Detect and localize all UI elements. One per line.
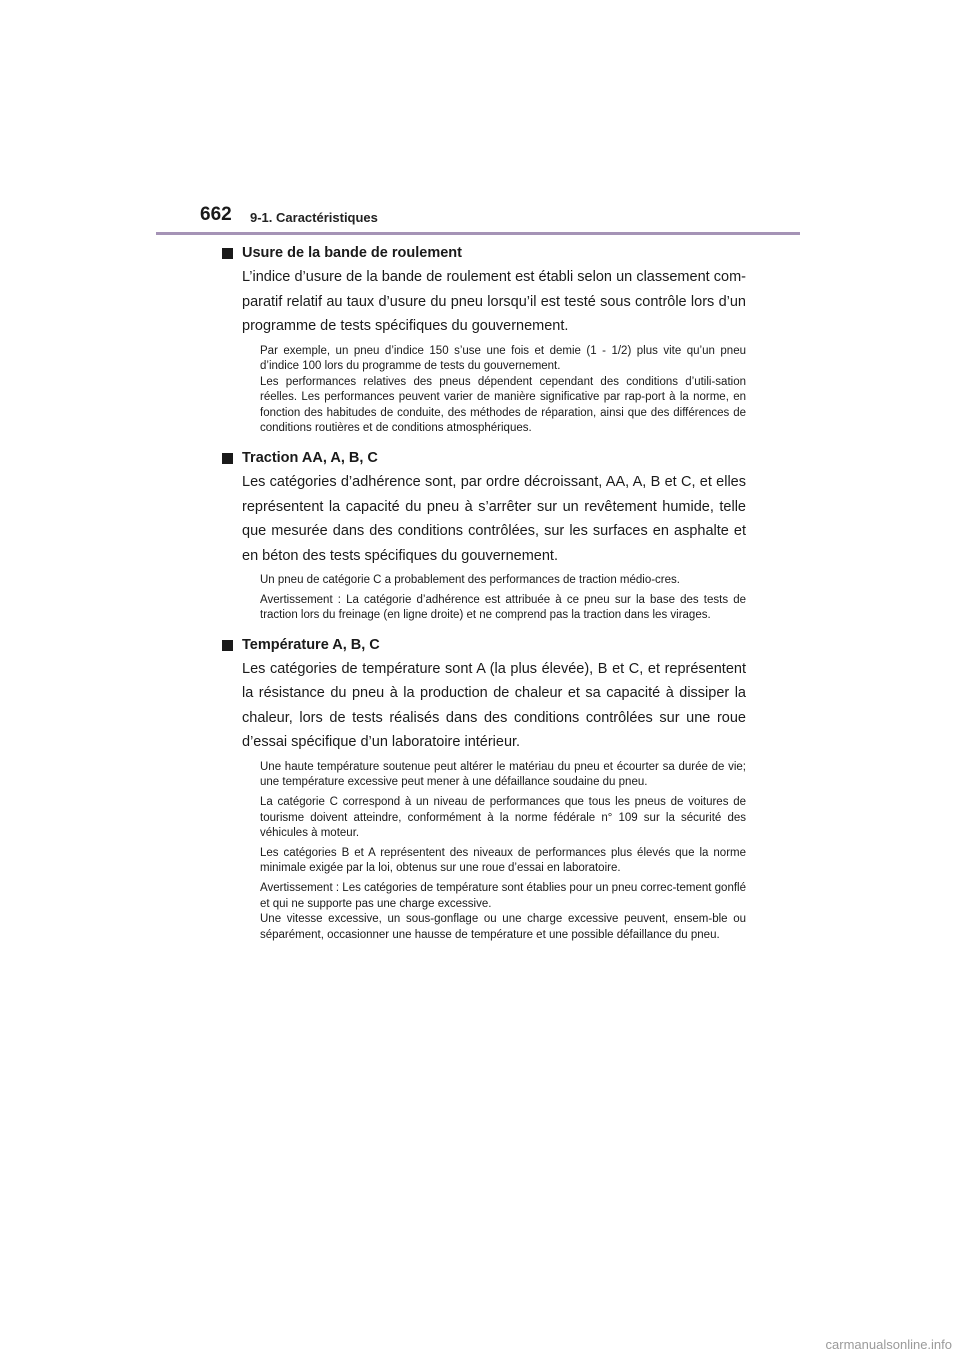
note-paragraph: Les catégories B et A représentent des niveaux de performances plus élevés que la norme minimale exigée par la loi, obtenus sur une roue d’essai en laboratoire. bbox=[260, 846, 746, 875]
section-notes bbox=[260, 573, 746, 624]
section-body: Les catégories de température sont A (la plus élevée), B et C, et représentent la résistance du pneu à la production de chaleur et sa capacité à dissiper la chaleur, lors de tests réalisés dans des conditions contrôlées sur une roue d’essai spécifique d’un laboratoire intérieur. bbox=[242, 660, 746, 751]
header-divider bbox=[156, 232, 800, 235]
section-heading-traction: Traction AA, A, B, C bbox=[222, 449, 746, 467]
page-content bbox=[222, 244, 746, 947]
note-paragraph: Les performances relatives des pneus dépendent cependant des conditions d’utili-sation réelles. Les performances peuvent varier de manière significative par rap-port à la norme, en fonction des habitudes de conduite, des méthodes de réparation, ainsi que des différences de conditions routières et de conditions atmosphériques. bbox=[260, 375, 746, 435]
note-paragraph: Avertissement : La catégorie d’adhérence est attribuée à ce pneu sur la base des tests de traction lors du freinage (en ligne droite) et ne comprend pas la traction dans les virages. bbox=[260, 593, 746, 622]
section-heading-temperature: Température A, B, C bbox=[222, 636, 746, 654]
note-paragraph: Une vitesse excessive, un sous-gonflage ou une charge excessive peuvent, ensem-ble ou séparément, occasionner une hausse de température et une possible défaillance du pneu. bbox=[260, 913, 746, 941]
section-body: Les catégories d’adhérence sont, par ordre décroissant, AA, A, B et C, et elles représentent la capacité du pneu à s’arrêter sur un revêtement humide, telle que mesurée dans des conditions contrôlées, sur les surfaces en asphalte et en béton des tests spécifiques du gouvernement. bbox=[242, 474, 746, 564]
page-header bbox=[200, 204, 800, 234]
note-paragraph: Un pneu de catégorie C a probablement des performances de traction médio-cres. bbox=[260, 574, 680, 587]
section-heading-tread-wear: Usure de la bande de roulement bbox=[222, 244, 746, 262]
page-number: 662 bbox=[200, 204, 232, 225]
square-bullet-icon bbox=[222, 453, 233, 464]
note-paragraph: Par exemple, un pneu d’indice 150 s’use une fois et demie (1 - 1/2) plus vite qu’un pneu d’indice 100 lors du programme de tests du gouvernement. bbox=[260, 344, 746, 373]
note-paragraph: La catégorie C correspond à un niveau de performances que tous les pneus de voitures de tourisme doivent atteindre, conformément à la norme fédérale n° 109 sur la sécurité des véhicules à moteur. bbox=[260, 796, 746, 840]
section-notes bbox=[260, 344, 746, 438]
section-notes bbox=[260, 760, 746, 944]
note-paragraph: Avertissement : Les catégories de température sont établies pour un pneu correc-tement gonflé et qui ne supporte pas une charge excessive. bbox=[260, 882, 746, 910]
chapter-title: 9-1. Caractéristiques bbox=[250, 210, 378, 225]
note-paragraph: Une haute température soutenue peut altérer le matériau du pneu et écourter sa durée de vie; une température excessive peut mener à une défaillance soudaine du pneu. bbox=[260, 760, 746, 789]
square-bullet-icon bbox=[222, 640, 233, 651]
square-bullet-icon bbox=[222, 248, 233, 259]
section-body: L’indice d’usure de la bande de roulement est établi selon un classement com-paratif relatif au taux d’usure du pneu lorsqu’il est testé sous contrôle lors d’un programme de tests spécifiques du gouvernement. bbox=[242, 269, 746, 334]
watermark: carmanualsonline.info bbox=[825, 1337, 952, 1352]
